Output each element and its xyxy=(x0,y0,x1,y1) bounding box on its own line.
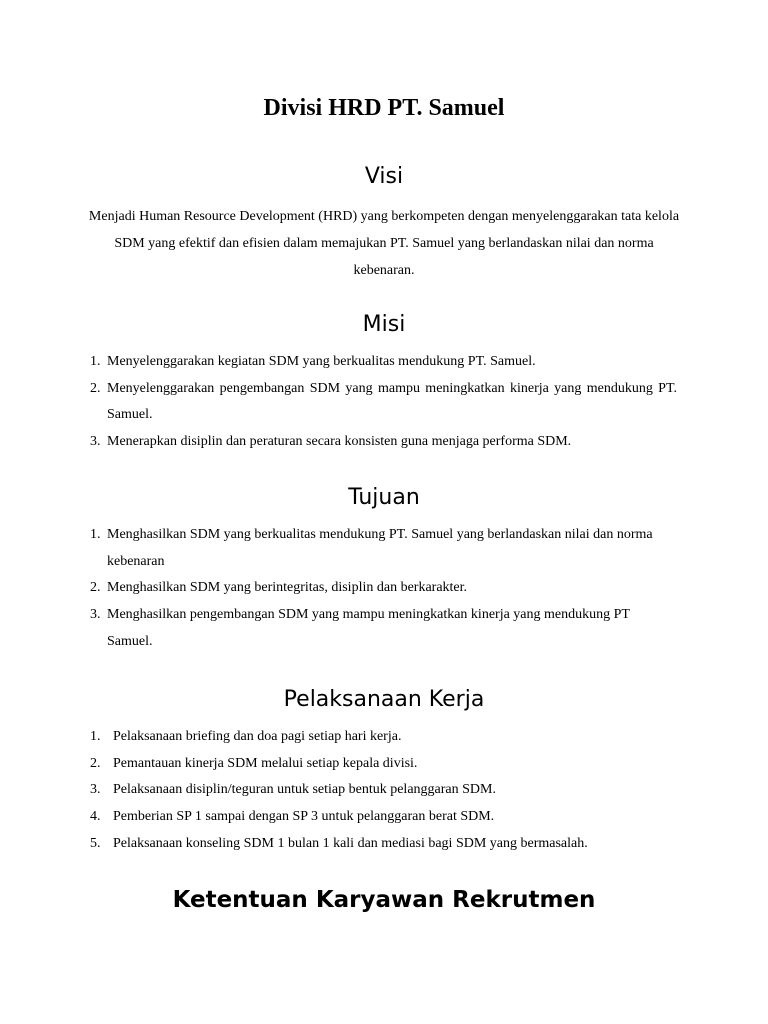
list-item-text: Pemberian SP 1 sampai dengan SP 3 untuk pelanggaran berat SDM. xyxy=(113,809,495,825)
list-item-number: 4. xyxy=(90,809,101,825)
tujuan-heading: Tujuan xyxy=(348,485,420,510)
list-item-number: 5. xyxy=(90,835,101,851)
document-title: Divisi HRD PT. Samuel xyxy=(263,95,505,121)
list-item-number: 1. xyxy=(90,527,101,542)
tujuan-list-item xyxy=(88,522,677,575)
pelaksanaan-list-item xyxy=(88,751,677,778)
list-item-text: Menyelenggarakan kegiatan SDM yang berkualitas mendukung PT. Samuel. xyxy=(107,354,536,369)
ketentuan-heading: Ketentuan Karyawan Rekrutmen xyxy=(172,887,596,913)
tujuan-list xyxy=(88,522,677,656)
visi-heading: Visi xyxy=(364,164,404,189)
list-item-text: Menyelenggarakan pengembangan SDM yang mampu meningkatkan kinerja yang mendukung PT. Samuel. xyxy=(107,380,677,423)
list-item-text: Pemantauan kinerja SDM melalui setiap kepala divisi. xyxy=(113,755,418,771)
tujuan-list-item xyxy=(88,602,677,655)
list-item-text: Menerapkan disiplin dan peraturan secara konsisten guna menjaga performa SDM. xyxy=(107,434,572,450)
list-item-number: 1. xyxy=(90,729,101,744)
list-item-number: 3. xyxy=(90,434,101,450)
pelaksanaan-heading: Pelaksanaan Kerja xyxy=(283,687,485,712)
list-item-number: 1. xyxy=(90,354,101,369)
pelaksanaan-list-item xyxy=(88,831,677,858)
list-item-number: 2. xyxy=(90,755,101,771)
misi-list-item xyxy=(88,349,677,376)
list-item-text: Pelaksanaan briefing dan doa pagi setiap hari kerja. xyxy=(113,729,402,744)
misi-list-item xyxy=(88,429,677,456)
pelaksanaan-list xyxy=(88,724,677,858)
list-item-text: Pelaksanaan konseling SDM 1 bulan 1 kali dan mediasi bagi SDM yang bermasalah. xyxy=(113,835,588,851)
list-item-text: Menghasilkan pengembangan SDM yang mampu meningkatkan kinerja yang mendukung PT Samuel. xyxy=(107,607,630,649)
misi-list-item xyxy=(88,376,677,429)
visi-paragraph: Menjadi Human Resource Development (HRD) yang berkompeten dengan menyelenggarakan tata kelola SDM yang efektif dan efisien dalam memajukan PT. Samuel yang berlandaskan nilai dan norma kebenaran. xyxy=(88,209,680,278)
pelaksanaan-list-item xyxy=(88,804,677,831)
list-item-text: Pelaksanaan disiplin/teguran untuk setiap bentuk pelanggaran SDM. xyxy=(113,782,496,798)
list-item-text: Menghasilkan SDM yang berkualitas mendukung PT. Samuel yang berlandaskan nilai dan norma kebenaran xyxy=(107,527,653,569)
list-item-text: Menghasilkan SDM yang berintegritas, disiplin dan berkarakter. xyxy=(107,580,468,596)
list-item-number: 2. xyxy=(90,580,101,596)
tujuan-list-item xyxy=(88,575,677,602)
misi-list xyxy=(88,349,677,456)
pelaksanaan-list-item xyxy=(88,777,677,804)
list-item-number: 3. xyxy=(90,782,101,798)
pelaksanaan-list-item xyxy=(88,724,677,751)
misi-heading: Misi xyxy=(362,312,406,337)
list-item-number: 2. xyxy=(90,380,101,396)
list-item-number: 3. xyxy=(90,607,101,623)
